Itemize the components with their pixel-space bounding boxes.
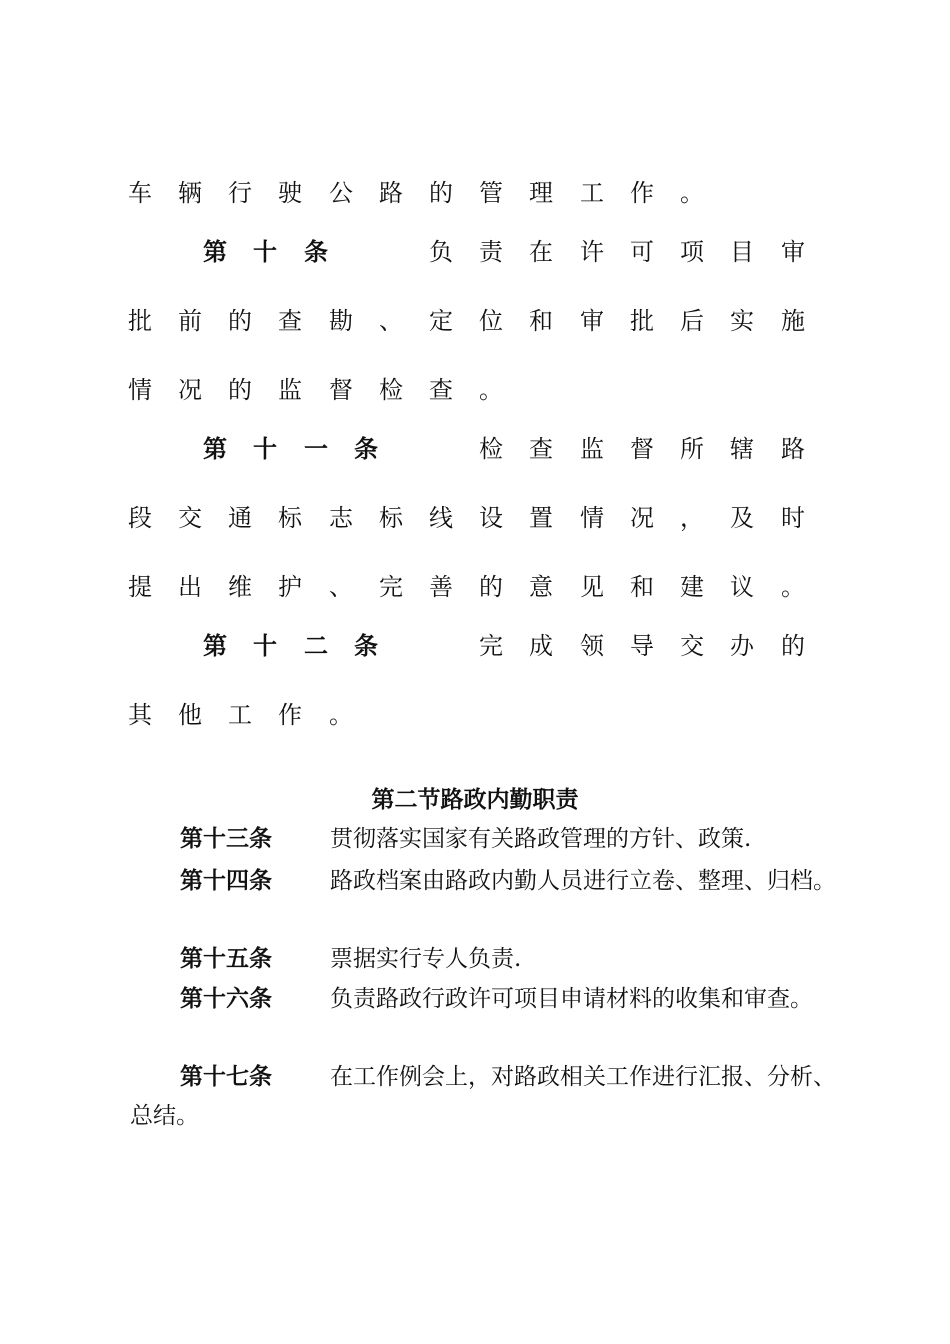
article-number-char: 条	[354, 435, 378, 463]
text-char: 驶	[278, 179, 302, 207]
text-char: 辆	[178, 179, 202, 207]
text-char: 的	[429, 179, 453, 207]
article-text: 贯彻落实国家有关路政管理的方针、政策.	[330, 826, 752, 852]
text-char: 督	[630, 435, 654, 463]
text-char: ，	[680, 504, 704, 532]
text-char: 和	[630, 573, 654, 601]
article-number-char: 十	[253, 238, 277, 266]
article-number-char: 第	[203, 632, 227, 660]
text-char: 实	[730, 307, 754, 335]
text-char: 批	[128, 307, 152, 335]
spaced-line	[0, 498, 950, 538]
text-char: 及	[730, 504, 754, 532]
text-char: 批	[630, 307, 654, 335]
text-char: 工	[580, 179, 604, 207]
text-char: 管	[479, 179, 503, 207]
text-char: 目	[730, 238, 754, 266]
text-char: 的	[781, 632, 805, 660]
text-char: 的	[228, 307, 252, 335]
text-char: 况	[630, 504, 654, 532]
article-paragraph	[130, 940, 850, 979]
text-char: 况	[178, 376, 202, 404]
text-char: 完	[379, 573, 403, 601]
text-char: 后	[680, 307, 704, 335]
text-char: 作	[630, 179, 654, 207]
text-char: 前	[178, 307, 202, 335]
article-label: 第十六条	[180, 986, 272, 1012]
section-title: 第二节路政内勤职责	[371, 787, 579, 813]
article-text: 负责路政行政许可项目申请材料的收集和审查。	[330, 986, 813, 1012]
text-char: 工	[228, 701, 252, 729]
text-char: 情	[580, 504, 604, 532]
spaced-line	[0, 695, 950, 735]
article-number-char: 二	[304, 632, 328, 660]
article-paragraph	[130, 980, 850, 1019]
text-char: 。	[680, 179, 704, 207]
article-number-char: 条	[354, 632, 378, 660]
text-char: 公	[329, 179, 353, 207]
text-char: 标	[278, 504, 302, 532]
text-char: 出	[178, 573, 202, 601]
spaced-line	[0, 173, 950, 213]
spaced-line	[0, 626, 950, 666]
text-char: 检	[379, 376, 403, 404]
article-text: 在工作例会上，对路政相关工作进行汇报、分析、总结。	[130, 1064, 836, 1129]
article-number-char: 第	[203, 435, 227, 463]
article-label: 第十五条	[180, 946, 272, 972]
text-char: 辖	[730, 435, 754, 463]
text-char: 线	[429, 504, 453, 532]
text-char: 意	[529, 573, 553, 601]
text-char: 审	[781, 238, 805, 266]
text-char: 负	[429, 238, 453, 266]
text-char: 护	[278, 573, 302, 601]
text-char: 审	[580, 307, 604, 335]
text-char: 路	[781, 435, 805, 463]
text-char: 查	[278, 307, 302, 335]
spaced-line	[0, 370, 950, 410]
text-char: 交	[178, 504, 202, 532]
text-char: 时	[781, 504, 805, 532]
spaced-line	[0, 567, 950, 607]
text-char: 检	[479, 435, 503, 463]
text-char: 路	[379, 179, 403, 207]
text-char: 监	[278, 376, 302, 404]
article-paragraph	[130, 862, 850, 901]
article-label: 第十四条	[180, 868, 272, 894]
text-char: 行	[228, 179, 252, 207]
text-char: 督	[329, 376, 353, 404]
text-char: 置	[529, 504, 553, 532]
text-char: 的	[479, 573, 503, 601]
text-char: 完	[479, 632, 503, 660]
text-char: 标	[379, 504, 403, 532]
text-char: 提	[128, 573, 152, 601]
text-char: 位	[479, 307, 503, 335]
article-paragraph	[130, 820, 850, 859]
text-char: 查	[529, 435, 553, 463]
text-char: 所	[680, 435, 704, 463]
text-char: 责	[479, 238, 503, 266]
text-char: 作	[278, 701, 302, 729]
text-char: 可	[630, 238, 654, 266]
text-char: 导	[630, 632, 654, 660]
text-char: 议	[730, 573, 754, 601]
text-char: 维	[228, 573, 252, 601]
text-char: 见	[580, 573, 604, 601]
article-text: 路政档案由路政内勤人员进行立卷、整理、归档。	[330, 868, 836, 894]
text-char: 监	[580, 435, 604, 463]
text-char: 善	[429, 573, 453, 601]
text-char: 他	[178, 701, 202, 729]
text-char: 许	[580, 238, 604, 266]
text-char: 施	[781, 307, 805, 335]
text-char: 和	[529, 307, 553, 335]
text-char: 在	[529, 238, 553, 266]
article-paragraph	[130, 1058, 850, 1136]
text-char: 其	[128, 701, 152, 729]
text-char: 。	[781, 573, 805, 601]
text-char: 领	[580, 632, 604, 660]
text-char: 情	[128, 376, 152, 404]
text-char: 办	[730, 632, 754, 660]
article-number-char: 条	[304, 238, 328, 266]
text-char: 段	[128, 504, 152, 532]
text-char: 建	[680, 573, 704, 601]
article-number-char: 第	[203, 238, 227, 266]
text-char: 通	[228, 504, 252, 532]
text-char: 志	[329, 504, 353, 532]
article-number-char: 十	[253, 632, 277, 660]
text-char: 设	[479, 504, 503, 532]
text-char: 车	[128, 179, 152, 207]
article-text: 票据实行专人负责.	[330, 946, 522, 972]
text-char: 。	[479, 376, 503, 404]
text-char: 成	[529, 632, 553, 660]
article-label: 第十三条	[180, 826, 272, 852]
article-label: 第十七条	[180, 1064, 272, 1090]
text-char: 定	[429, 307, 453, 335]
spaced-line	[0, 232, 950, 272]
text-char: 。	[329, 701, 353, 729]
spaced-line	[0, 301, 950, 341]
text-char: 查	[429, 376, 453, 404]
text-char: 的	[228, 376, 252, 404]
text-char: 理	[529, 179, 553, 207]
text-char: 勘	[329, 307, 353, 335]
spaced-line	[0, 429, 950, 469]
text-char: 、	[329, 573, 353, 601]
article-number-char: 十	[253, 435, 277, 463]
text-char: 、	[379, 307, 403, 335]
text-char: 项	[680, 238, 704, 266]
article-number-char: 一	[304, 435, 328, 463]
text-char: 交	[680, 632, 704, 660]
